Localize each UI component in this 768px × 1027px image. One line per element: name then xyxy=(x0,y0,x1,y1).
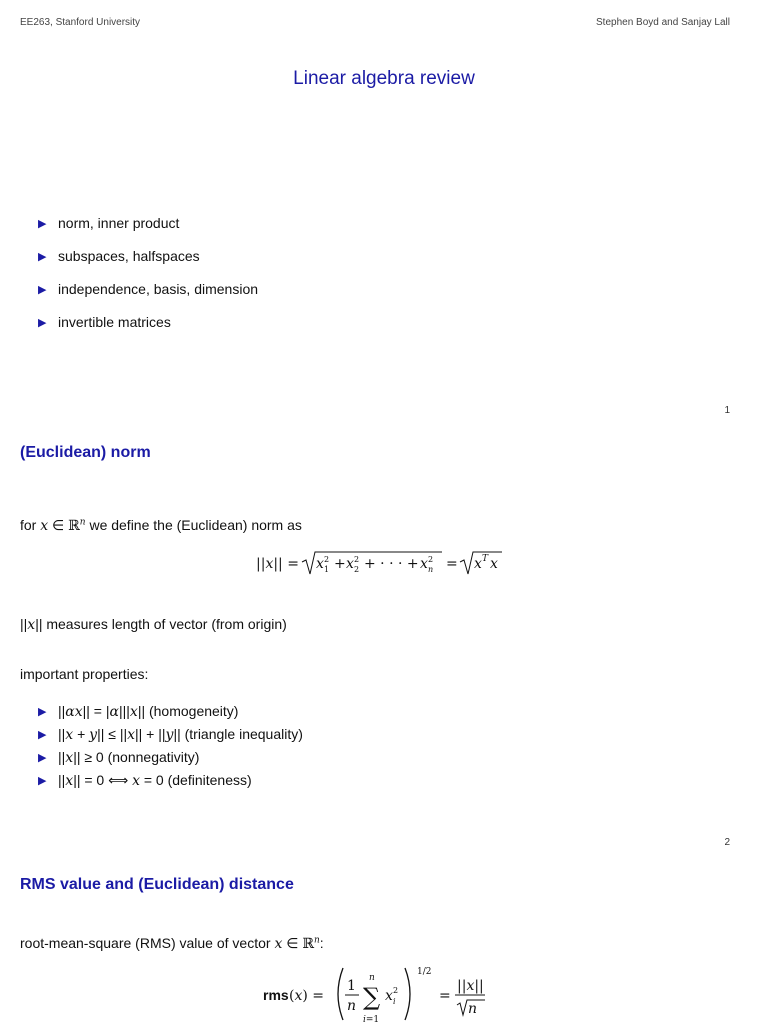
svg-text:2: 2 xyxy=(354,565,360,574)
list-item: ▶ invertible matrices xyxy=(38,314,171,330)
svg-text:2: 2 xyxy=(393,986,399,995)
slide-title: Linear algebra review xyxy=(293,68,475,89)
svg-text:x: x xyxy=(346,556,354,572)
properties-list xyxy=(38,703,303,795)
course-header: EE263, Stanford University xyxy=(20,17,141,28)
list-item: ▶ ||αx|| = |α|||x|| (homogeneity) xyxy=(38,703,239,720)
svg-text:n: n xyxy=(428,565,434,574)
list-item: ▶ ||x|| ≥ 0 (nonnegativity) xyxy=(38,749,200,766)
topic-list xyxy=(38,215,258,347)
svg-text:x: x xyxy=(385,988,393,1004)
bullet-triangle-icon: ▶ xyxy=(38,706,47,718)
svg-text:||x|| =: ||x|| = xyxy=(256,556,299,572)
svg-text:∑: ∑ xyxy=(363,983,381,1011)
svg-text:(x) =: (x) = xyxy=(289,988,325,1004)
svg-text:2: 2 xyxy=(354,555,360,564)
svg-text:+: + xyxy=(334,556,346,572)
svg-text:x: x xyxy=(420,556,428,572)
authors-header: Stephen Boyd and Sanjay Lall xyxy=(596,17,730,28)
list-item: ▶ ||x + y|| ≤ ||x|| + ||y|| (triangle inequality) xyxy=(38,726,303,743)
svg-text:||x||: ||x|| xyxy=(457,978,484,994)
bullet-triangle-icon: ▶ xyxy=(38,775,47,787)
svg-text:1/2: 1/2 xyxy=(417,967,432,977)
bullet-triangle-icon: ▶ xyxy=(38,729,47,741)
svg-text:+ · · · +: + · · · + xyxy=(364,556,419,572)
svg-text:n: n xyxy=(347,998,357,1014)
bullet-triangle-icon: ▶ xyxy=(38,284,47,296)
page-number: 2 xyxy=(724,837,730,848)
svg-text:i=1: i=1 xyxy=(363,1015,380,1024)
page-number: 1 xyxy=(724,405,730,416)
svg-text:1: 1 xyxy=(347,978,356,994)
list-item: ▶ norm, inner product xyxy=(38,215,180,231)
list-item: ▶ subspaces, halfspaces xyxy=(38,248,200,264)
svg-text:1: 1 xyxy=(324,565,330,574)
svg-text:=: = xyxy=(446,556,458,572)
svg-text:2: 2 xyxy=(324,555,330,564)
svg-text:i: i xyxy=(393,997,396,1006)
bullet-triangle-icon: ▶ xyxy=(38,218,47,230)
bullet-triangle-icon: ▶ xyxy=(38,317,47,329)
section-heading: RMS value and (Euclidean) distance xyxy=(20,876,294,893)
bullet-triangle-icon: ▶ xyxy=(38,752,47,764)
rms-formula xyxy=(263,960,503,1024)
list-item: ▶ independence, basis, dimension xyxy=(38,281,259,297)
svg-text:x: x xyxy=(316,556,324,572)
list-item: ▶ ||x|| = 0 ⟺ x = 0 (definiteness) xyxy=(38,772,252,789)
norm-definition-text: for x ∈ ℝ$^n$ we define the (Euclidean) norm as xyxy=(20,517,302,534)
properties-label: important properties: xyxy=(20,666,149,682)
svg-text:x: x xyxy=(474,556,482,572)
bullet-triangle-icon: ▶ xyxy=(38,251,47,263)
svg-text:n: n xyxy=(369,973,375,983)
svg-text:T: T xyxy=(482,554,489,564)
svg-text:=: = xyxy=(439,988,451,1004)
section-heading: (Euclidean) norm xyxy=(20,444,151,461)
norm-formula xyxy=(0,550,768,581)
svg-text:n: n xyxy=(468,1001,478,1017)
rms-definition-text: root-mean-square (RMS) value of vector x ∈ ℝ$^n$: xyxy=(20,935,324,952)
svg-text:2: 2 xyxy=(428,555,434,564)
norm-meaning-text: ||x|| measures length of vector (from origin) xyxy=(20,616,287,633)
svg-text:x: x xyxy=(490,556,498,572)
norm-equation xyxy=(254,550,514,578)
rms-equation xyxy=(263,960,503,1024)
svg-text:rms: rms xyxy=(263,987,289,1003)
